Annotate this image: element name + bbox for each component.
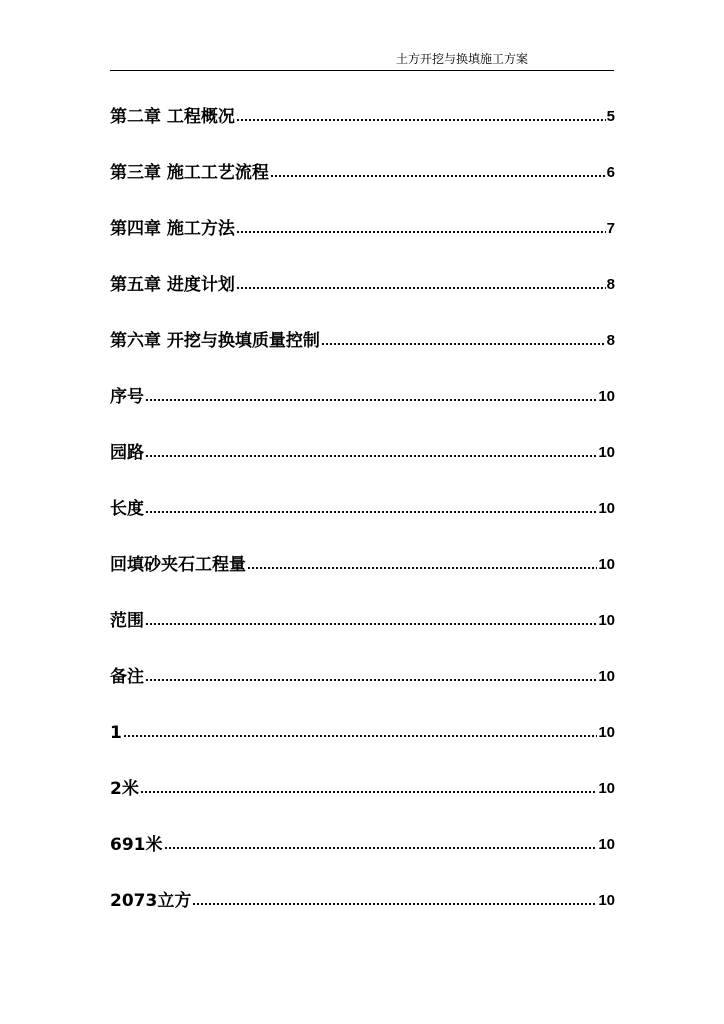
toc-entry-title: 2073立方 xyxy=(110,891,192,911)
toc-entry-page-number: 10 xyxy=(598,892,615,909)
toc-entry-page-number: 10 xyxy=(598,500,615,517)
toc-entry-title: 备注 xyxy=(110,667,144,687)
toc-entry-title: 范围 xyxy=(110,611,144,631)
toc-entry-page-number: 7 xyxy=(606,220,615,237)
toc-entry-title: 序号 xyxy=(110,387,144,407)
toc-entry-691-meters[interactable] xyxy=(110,832,615,856)
dot-leader xyxy=(140,789,597,795)
toc-entry-two-meters[interactable] xyxy=(110,776,615,800)
dot-leader xyxy=(236,117,606,123)
toc-entry-title: 第四章 施工方法 xyxy=(110,219,235,239)
page-header xyxy=(110,51,614,71)
toc-entry-page-number: 8 xyxy=(606,332,615,349)
dot-leader xyxy=(145,509,597,515)
toc-entry-page-number: 10 xyxy=(598,668,615,685)
toc-entry-title: 1 xyxy=(110,723,122,743)
dot-leader xyxy=(270,173,606,179)
toc-entry-chapter-5[interactable] xyxy=(110,272,615,296)
toc-entry-page-number: 10 xyxy=(598,612,615,629)
toc-entry-page-number: 10 xyxy=(598,388,615,405)
toc-entry-page-number: 5 xyxy=(606,108,615,125)
toc-entry-title: 第五章 进度计划 xyxy=(110,275,235,295)
toc-entry-backfill-quantity[interactable] xyxy=(110,552,615,576)
toc-entry-title: 2米 xyxy=(110,779,139,799)
toc-entry-length[interactable] xyxy=(110,496,615,520)
toc-entry-page-number: 6 xyxy=(606,164,615,181)
toc-entry-title: 园路 xyxy=(110,443,144,463)
toc-entry-serial-number[interactable] xyxy=(110,384,615,408)
toc-entry-page-number: 10 xyxy=(598,780,615,797)
dot-leader xyxy=(192,901,597,907)
toc-entry-chapter-3[interactable] xyxy=(110,160,615,184)
toc-entry-chapter-2[interactable] xyxy=(110,104,615,128)
document-title: 土方开挖与换填施工方案 xyxy=(395,52,528,66)
toc-entry-chapter-4[interactable] xyxy=(110,216,615,240)
dot-leader xyxy=(145,453,597,459)
toc-entry-title: 长度 xyxy=(110,499,144,519)
toc-entry-title: 第二章 工程概况 xyxy=(110,107,235,127)
dot-leader xyxy=(145,621,597,627)
toc-entry-chapter-6[interactable] xyxy=(110,328,615,352)
toc-entry-page-number: 10 xyxy=(598,444,615,461)
toc-entry-one[interactable] xyxy=(110,720,615,744)
dot-leader xyxy=(123,733,597,739)
dot-leader xyxy=(247,565,597,571)
table-of-contents xyxy=(110,104,615,944)
toc-entry-scope[interactable] xyxy=(110,608,615,632)
dot-leader xyxy=(236,285,606,291)
dot-leader xyxy=(321,341,606,347)
toc-entry-2073-cubic[interactable] xyxy=(110,888,615,912)
toc-entry-title: 691米 xyxy=(110,835,163,855)
dot-leader xyxy=(145,677,597,683)
dot-leader xyxy=(164,845,598,851)
toc-entry-page-number: 8 xyxy=(606,276,615,293)
toc-entry-title: 第六章 开挖与换填质量控制 xyxy=(110,331,320,351)
dot-leader xyxy=(236,229,606,235)
dot-leader xyxy=(145,397,597,403)
toc-entry-remarks[interactable] xyxy=(110,664,615,688)
toc-entry-page-number: 10 xyxy=(598,724,615,741)
toc-entry-title: 回填砂夹石工程量 xyxy=(110,555,246,575)
toc-entry-title: 第三章 施工工艺流程 xyxy=(110,163,269,183)
toc-entry-page-number: 10 xyxy=(598,836,615,853)
toc-entry-page-number: 10 xyxy=(598,556,615,573)
toc-entry-garden-path[interactable] xyxy=(110,440,615,464)
